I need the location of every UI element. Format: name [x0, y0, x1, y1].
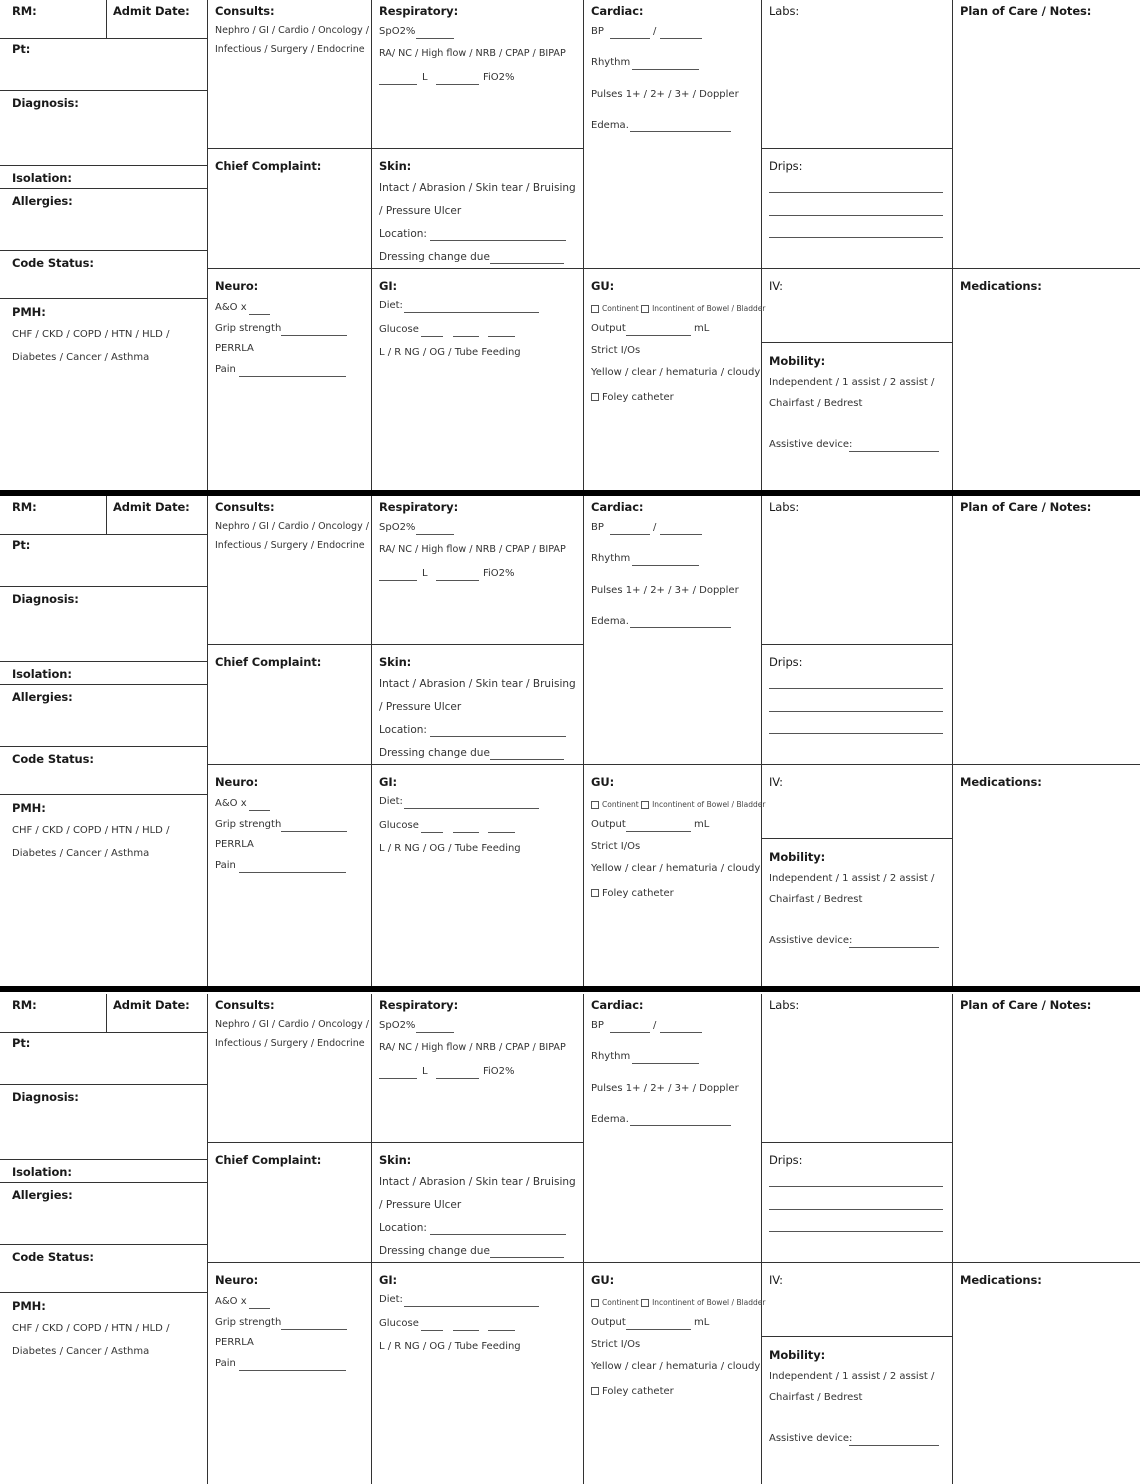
cardiac-label: Cardiac: — [591, 500, 644, 514]
isolation-label: Isolation: — [12, 1165, 72, 1179]
labs-label: Labs: — [769, 4, 800, 18]
mobility-label: Mobility: — [769, 354, 826, 368]
code-status-label: Code Status: — [12, 752, 94, 766]
block-separator — [0, 490, 1140, 496]
gu-output: Output — [591, 819, 626, 830]
cardiac-pulses: Pulses 1+ / 2+ / 3+ / Doppler — [591, 1083, 739, 1094]
neuro-grip: Grip strength — [215, 1317, 282, 1328]
skin-options: / Pressure Ulcer — [379, 1199, 462, 1211]
gu-colors: Yellow / clear / hematuria / cloudy — [591, 1361, 761, 1372]
cardiac-edema: Edema. — [591, 1114, 629, 1125]
medications-label: Medications: — [960, 1273, 1042, 1287]
drips-label: Drips: — [769, 159, 803, 173]
assistive-device-label: Assistive device: — [769, 1433, 853, 1444]
diagnosis-label: Diagnosis: — [12, 96, 79, 110]
cardiac-edema: Edema. — [591, 616, 629, 627]
neuro-grip: Grip strength — [215, 323, 282, 334]
diagnosis-label: Diagnosis: — [12, 1090, 79, 1104]
pmh-options: Diabetes / Cancer / Asthma — [12, 352, 150, 363]
pt-label: Pt: — [12, 1036, 31, 1050]
iv-label: IV: — [769, 1273, 783, 1287]
gu-strict: Strict I/Os — [591, 1339, 641, 1350]
mobility-options: Chairfast / Bedrest — [769, 1392, 863, 1403]
gi-label: GI: — [379, 775, 398, 789]
allergies-label: Allergies: — [12, 690, 73, 704]
gu-foley: Foley catheter — [591, 888, 674, 899]
neuro-pain: Pain — [215, 860, 236, 871]
drips-label: Drips: — [769, 655, 803, 669]
mobility-options: Chairfast / Bedrest — [769, 894, 863, 905]
skin-options: / Pressure Ulcer — [379, 701, 462, 713]
gi-feeding: L / R NG / OG / Tube Feeding — [379, 347, 521, 358]
skin-location: Location: — [379, 1222, 427, 1234]
labs-label: Labs: — [769, 500, 800, 514]
rm-label: RM: — [12, 998, 37, 1012]
resp-options: RA/ NC / High flow / NRB / CPAP / BIPAP — [379, 48, 566, 59]
mobility-options: Independent / 1 assist / 2 assist / — [769, 873, 935, 884]
gu-strict: Strict I/Os — [591, 841, 641, 852]
skin-location: Location: — [379, 724, 427, 736]
admit-date-label: Admit Date: — [113, 500, 190, 514]
resp-l: L — [422, 568, 428, 579]
gu-continence: Continent Incontinent of Bowel / Bladder — [591, 304, 765, 313]
consults-label: Consults: — [215, 500, 275, 514]
skin-label: Skin: — [379, 159, 412, 173]
cardiac-rhythm: Rhythm — [591, 553, 631, 564]
neuro-label: Neuro: — [215, 1273, 259, 1287]
gi-feeding: L / R NG / OG / Tube Feeding — [379, 843, 521, 854]
cardiac-bp: BP — [591, 26, 604, 37]
mobility-options: Independent / 1 assist / 2 assist / — [769, 377, 935, 388]
spo2: SpO2% — [379, 522, 416, 533]
cardiac-label: Cardiac: — [591, 998, 644, 1012]
gi-glucose: Glucose — [379, 324, 419, 335]
cardiac-bp: BP — [591, 1020, 604, 1031]
gi-glucose: Glucose — [379, 1318, 419, 1329]
neuro-label: Neuro: — [215, 775, 259, 789]
respiratory-label: Respiratory: — [379, 998, 459, 1012]
pmh-label: PMH: — [12, 801, 46, 815]
consults-options: Nephro / GI / Cardio / Oncology / — [215, 1019, 369, 1030]
consults-options: Infectious / Surgery / Endocrine — [215, 1038, 365, 1049]
pmh-options: CHF / CKD / COPD / HTN / HLD / — [12, 1323, 170, 1334]
skin-dressing: Dressing change due — [379, 251, 490, 263]
cardiac-pulses: Pulses 1+ / 2+ / 3+ / Doppler — [591, 89, 739, 100]
labs-label: Labs: — [769, 998, 800, 1012]
pmh-options: Diabetes / Cancer / Asthma — [12, 1346, 150, 1357]
patient-report-block: RM: Admit Date: Pt: Diagnosis: Isolation: Allergies: Code Status: PMH: CHF / CKD / COPD / HTN / HLD / Diabetes / Cancer / Asthma Consults: Nephro / GI / Cardio / Oncology / Infectious / Surgery / Endocrine Chief Complaint: Neuro: A&O x Grip strength PERRLA Pain Respiratory: SpO2% RA/ NC / High flow / NRB / CPAP / BIPAP L FiO2% Skin: Intact / Abrasion / Skin tear / Bruising / Pressure Ulcer Location: Dressing change due GI: Diet: Glucose L / R NG / OG / Tube Feeding Cardiac: BP / Rhythm Pulses 1+ / 2+ / 3+ / Doppler Edema. GU: Continent Incontinent of Bowel / Bladder Output mL Strict I/Os Yellow / clear / hematuria / cloudy Foley catheter Labs: Drips: IV: Mobility: Independent / 1 assist / 2 assist / Chairfast / Bedrest Assistive device: Plan of Care / Notes: Medications: — [0, 994, 1140, 1484]
consults-options: Nephro / GI / Cardio / Oncology / — [215, 521, 369, 532]
neuro-perrla: PERRLA — [215, 839, 254, 850]
chief-complaint-label: Chief Complaint: — [215, 159, 322, 173]
skin-label: Skin: — [379, 1153, 412, 1167]
mobility-options: Independent / 1 assist / 2 assist / — [769, 1371, 935, 1382]
code-status-label: Code Status: — [12, 256, 94, 270]
resp-fio2: FiO2% — [483, 72, 515, 83]
cardiac-rhythm: Rhythm — [591, 1051, 631, 1062]
spo2: SpO2% — [379, 26, 416, 37]
resp-fio2: FiO2% — [483, 568, 515, 579]
resp-fio2: FiO2% — [483, 1066, 515, 1077]
gi-diet: Diet: — [379, 300, 403, 311]
pmh-options: Diabetes / Cancer / Asthma — [12, 848, 150, 859]
plan-of-care-label: Plan of Care / Notes: — [960, 998, 1092, 1012]
iv-label: IV: — [769, 775, 783, 789]
gu-continence: Continent Incontinent of Bowel / Bladder — [591, 1298, 765, 1307]
mobility-label: Mobility: — [769, 850, 826, 864]
allergies-label: Allergies: — [12, 1188, 73, 1202]
rm-label: RM: — [12, 4, 37, 18]
skin-options: Intact / Abrasion / Skin tear / Bruising — [379, 678, 576, 690]
resp-options: RA/ NC / High flow / NRB / CPAP / BIPAP — [379, 544, 566, 555]
resp-l: L — [422, 72, 428, 83]
patient-report-block: RM: Admit Date: Pt: Diagnosis: Isolation: Allergies: Code Status: PMH: CHF / CKD / COPD / HTN / HLD / Diabetes / Cancer / Asthma Consults: Nephro / GI / Cardio / Oncology / Infectious / Surgery / Endocrine Chief Complaint: Neuro: A&O x Grip strength PERRLA Pain Respiratory: SpO2% RA/ NC / High flow / NRB / CPAP / BIPAP L FiO2% Skin: Intact / Abrasion / Skin tear / Bruising / Pressure Ulcer Location: Dressing change due GI: Diet: Glucose L / R NG / OG / Tube Feeding Cardiac: BP / Rhythm Pulses 1+ / 2+ / 3+ / Doppler Edema. GU: Continent Incontinent of Bowel / Bladder Output mL Strict I/Os Yellow / clear / hematuria / cloudy Foley catheter Labs: Drips: IV: Mobility: Independent / 1 assist / 2 assist / Chairfast / Bedrest Assistive device: Plan of Care / Notes: Medications: — [0, 496, 1140, 986]
gu-label: GU: — [591, 1273, 615, 1287]
skin-options: Intact / Abrasion / Skin tear / Bruising — [379, 182, 576, 194]
gu-foley: Foley catheter — [591, 392, 674, 403]
neuro-label: Neuro: — [215, 279, 259, 293]
gi-label: GI: — [379, 279, 398, 293]
gi-glucose: Glucose — [379, 820, 419, 831]
gu-ml: mL — [694, 1317, 710, 1328]
skin-options: / Pressure Ulcer — [379, 205, 462, 217]
consults-options: Infectious / Surgery / Endocrine — [215, 44, 365, 55]
neuro-perrla: PERRLA — [215, 343, 254, 354]
block-separator — [0, 986, 1140, 992]
skin-label: Skin: — [379, 655, 412, 669]
skin-dressing: Dressing change due — [379, 1245, 490, 1257]
gu-output: Output — [591, 323, 626, 334]
cardiac-edema: Edema. — [591, 120, 629, 131]
plan-of-care-label: Plan of Care / Notes: — [960, 500, 1092, 514]
gu-label: GU: — [591, 775, 615, 789]
gu-continence: Continent Incontinent of Bowel / Bladder — [591, 800, 765, 809]
pt-label: Pt: — [12, 42, 31, 56]
consults-options: Nephro / GI / Cardio / Oncology / — [215, 25, 369, 36]
gu-foley: Foley catheter — [591, 1386, 674, 1397]
isolation-label: Isolation: — [12, 171, 72, 185]
pt-label: Pt: — [12, 538, 31, 552]
skin-dressing: Dressing change due — [379, 747, 490, 759]
resp-options: RA/ NC / High flow / NRB / CPAP / BIPAP — [379, 1042, 566, 1053]
neuro-ao: A&O x — [215, 302, 247, 313]
neuro-ao: A&O x — [215, 1296, 247, 1307]
resp-l: L — [422, 1066, 428, 1077]
neuro-ao: A&O x — [215, 798, 247, 809]
medications-label: Medications: — [960, 775, 1042, 789]
gi-diet: Diet: — [379, 1294, 403, 1305]
gu-colors: Yellow / clear / hematuria / cloudy — [591, 367, 761, 378]
mobility-label: Mobility: — [769, 1348, 826, 1362]
gu-ml: mL — [694, 819, 710, 830]
skin-options: Intact / Abrasion / Skin tear / Bruising — [379, 1176, 576, 1188]
gi-label: GI: — [379, 1273, 398, 1287]
pmh-label: PMH: — [12, 1299, 46, 1313]
iv-label: IV: — [769, 279, 783, 293]
admit-date-label: Admit Date: — [113, 4, 190, 18]
spo2: SpO2% — [379, 1020, 416, 1031]
neuro-pain: Pain — [215, 1358, 236, 1369]
consults-label: Consults: — [215, 998, 275, 1012]
patient-report-block: RM: Admit Date: Pt: Diagnosis: Isolation: Allergies: Code Status: PMH: CHF / CKD / COPD / HTN / HLD / Diabetes / Cancer / Asthma Consults: Nephro / GI / Cardio / Oncology / Infectious / Surgery / Endocrine Chief Complaint: Neuro: A&O x Grip strength PERRLA Pain Respiratory: SpO2% RA/ NC / High flow / NRB / CPAP / BIPAP L FiO2% Skin: Intact / Abrasion / Skin tear / Bruising / Pressure Ulcer Location: Dressing change due GI: Diet: Glucose L / R NG / OG / Tube Feeding Cardiac: BP / Rhythm Pulses 1+ / 2+ / 3+ / Doppler Edema. GU: Continent Incontinent of Bowel / Bladder Output mL Strict I/Os Yellow / clear / hematuria / cloudy Foley catheter Labs: Drips: IV: Mobility: Independent / 1 assist / 2 assist / Chairfast / Bedrest Assistive device: Plan of Care / Notes: Medications: — [0, 0, 1140, 490]
consults-options: Infectious / Surgery / Endocrine — [215, 540, 365, 551]
drips-label: Drips: — [769, 1153, 803, 1167]
isolation-label: Isolation: — [12, 667, 72, 681]
cardiac-bp: BP — [591, 522, 604, 533]
gu-ml: mL — [694, 323, 710, 334]
chief-complaint-label: Chief Complaint: — [215, 1153, 322, 1167]
gi-feeding: L / R NG / OG / Tube Feeding — [379, 1341, 521, 1352]
gu-colors: Yellow / clear / hematuria / cloudy — [591, 863, 761, 874]
gi-diet: Diet: — [379, 796, 403, 807]
cardiac-label: Cardiac: — [591, 4, 644, 18]
gu-strict: Strict I/Os — [591, 345, 641, 356]
code-status-label: Code Status: — [12, 1250, 94, 1264]
consults-label: Consults: — [215, 4, 275, 18]
allergies-label: Allergies: — [12, 194, 73, 208]
admit-date-label: Admit Date: — [113, 998, 190, 1012]
cardiac-pulses: Pulses 1+ / 2+ / 3+ / Doppler — [591, 585, 739, 596]
respiratory-label: Respiratory: — [379, 4, 459, 18]
diagnosis-label: Diagnosis: — [12, 592, 79, 606]
pmh-options: CHF / CKD / COPD / HTN / HLD / — [12, 825, 170, 836]
plan-of-care-label: Plan of Care / Notes: — [960, 4, 1092, 18]
assistive-device-label: Assistive device: — [769, 935, 853, 946]
pmh-options: CHF / CKD / COPD / HTN / HLD / — [12, 329, 170, 340]
pmh-label: PMH: — [12, 305, 46, 319]
cardiac-rhythm: Rhythm — [591, 57, 631, 68]
neuro-pain: Pain — [215, 364, 236, 375]
assistive-device-label: Assistive device: — [769, 439, 853, 450]
rm-label: RM: — [12, 500, 37, 514]
respiratory-label: Respiratory: — [379, 500, 459, 514]
mobility-options: Chairfast / Bedrest — [769, 398, 863, 409]
neuro-grip: Grip strength — [215, 819, 282, 830]
skin-location: Location: — [379, 228, 427, 240]
neuro-perrla: PERRLA — [215, 1337, 254, 1348]
medications-label: Medications: — [960, 279, 1042, 293]
gu-output: Output — [591, 1317, 626, 1328]
gu-label: GU: — [591, 279, 615, 293]
chief-complaint-label: Chief Complaint: — [215, 655, 322, 669]
